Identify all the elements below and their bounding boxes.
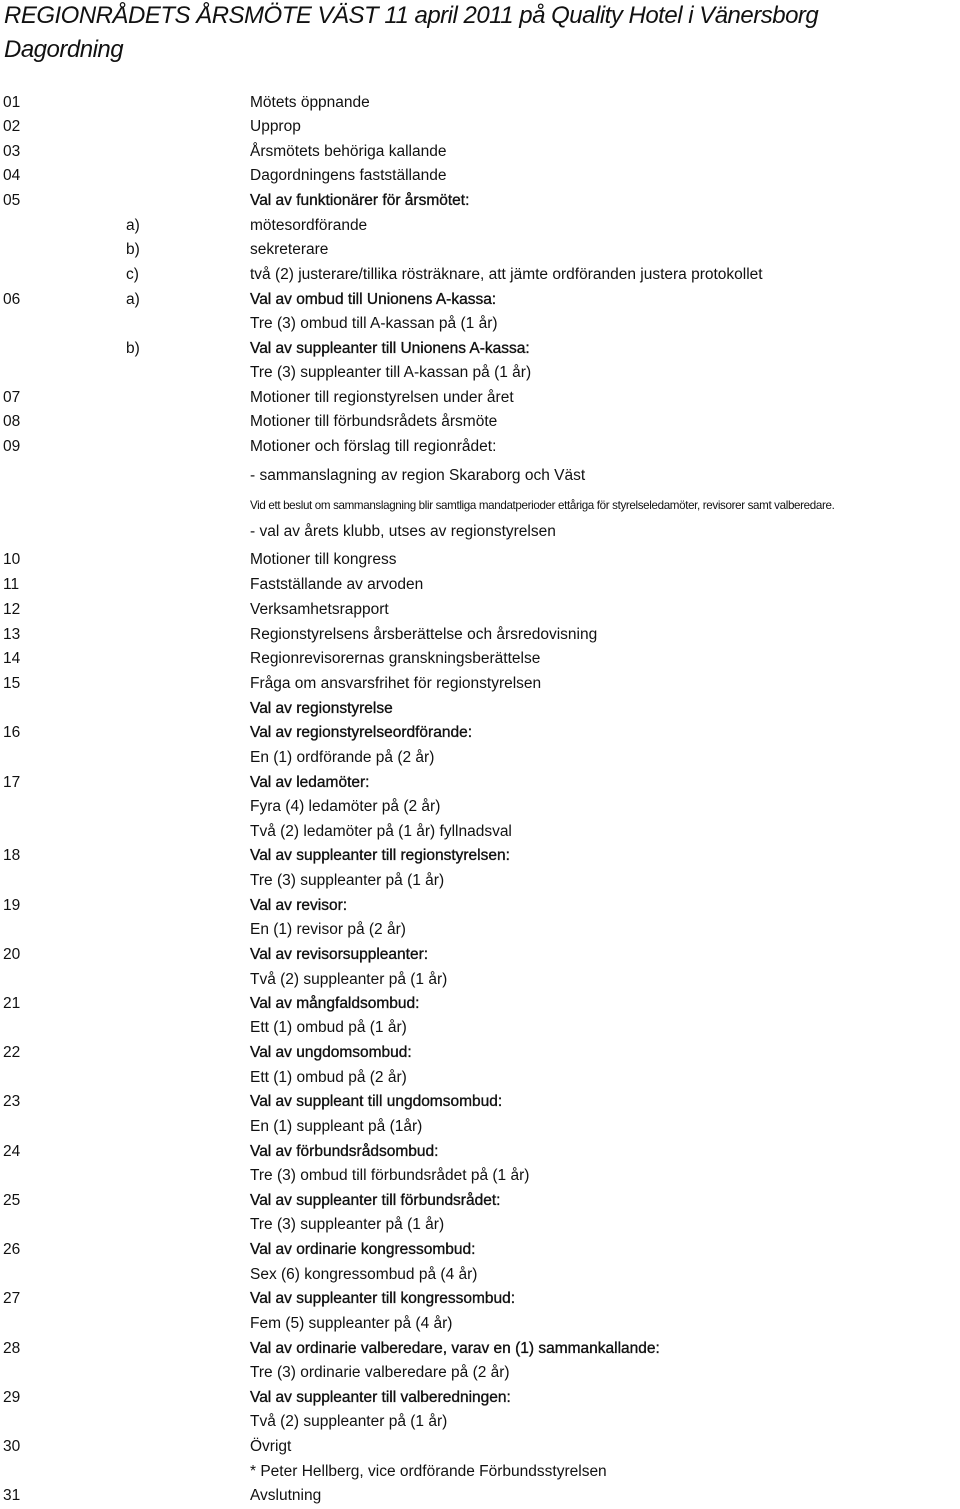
agenda-row bbox=[0, 821, 960, 843]
agenda-item-text: Sex (6) kongressombud på (4 år) bbox=[250, 1266, 478, 1283]
agenda-item-text: Motioner och förslag till regionrådet: bbox=[250, 438, 497, 455]
agenda-row bbox=[0, 1387, 960, 1409]
agenda-item-text: Motioner till förbundsrådets årsmöte bbox=[250, 413, 498, 430]
agenda-row bbox=[0, 1042, 960, 1064]
agenda-row bbox=[0, 698, 960, 720]
agenda-row bbox=[0, 141, 960, 163]
agenda-item-text: Ett (1) ombud på (2 år) bbox=[250, 1069, 407, 1086]
agenda-item-text: Val av ordinarie valberedare, varav en (1) sammankallande: bbox=[250, 1340, 660, 1357]
agenda-item-text: Regionrevisorernas granskningsberättelse bbox=[250, 650, 541, 667]
agenda-item-number: 27 bbox=[3, 1290, 21, 1307]
agenda-item-number: 30 bbox=[3, 1438, 21, 1455]
agenda-item-number: 06 bbox=[3, 291, 21, 308]
agenda-item-number: 08 bbox=[3, 413, 21, 430]
agenda-row bbox=[0, 673, 960, 695]
agenda-row bbox=[0, 165, 960, 187]
agenda-item-text: Avslutning bbox=[250, 1487, 322, 1504]
agenda-sub-label: a) bbox=[126, 217, 140, 234]
agenda-row bbox=[0, 993, 960, 1015]
agenda-row bbox=[0, 264, 960, 286]
agenda-item-number: 29 bbox=[3, 1389, 21, 1406]
agenda-item-text: två (2) justerare/tillika rösträknare, att jämte ordföranden justera protokollet bbox=[250, 266, 763, 283]
agenda-row bbox=[0, 1264, 960, 1286]
agenda-row bbox=[0, 313, 960, 335]
agenda-item-text: Motioner till regionstyrelsen under året bbox=[250, 389, 514, 406]
agenda-item-number: 19 bbox=[3, 897, 21, 914]
agenda-row bbox=[0, 1017, 960, 1039]
agenda-item-number: 28 bbox=[3, 1340, 21, 1357]
agenda-row bbox=[0, 845, 960, 867]
agenda-item-number: 01 bbox=[3, 94, 21, 111]
agenda-item-text: En (1) suppleant på (1år) bbox=[250, 1118, 423, 1135]
agenda-row bbox=[0, 648, 960, 670]
agenda-item-text: Tre (3) suppleanter på (1 år) bbox=[250, 1216, 445, 1233]
agenda-row bbox=[0, 747, 960, 769]
agenda-row bbox=[0, 1338, 960, 1360]
agenda-item-text: Mötets öppnande bbox=[250, 94, 370, 111]
agenda-item-number: 13 bbox=[3, 626, 21, 643]
document-title: REGIONRÅDETS ÅRSMÖTE VÄST 11 april 2011 på Quality Hotel i Vänersborg bbox=[4, 2, 819, 29]
agenda-item-text: Val av ungdomsombud: bbox=[250, 1044, 412, 1061]
agenda-row bbox=[0, 574, 960, 596]
agenda-item-number: 23 bbox=[3, 1093, 21, 1110]
agenda-row bbox=[0, 1411, 960, 1433]
agenda-row bbox=[0, 362, 960, 384]
agenda-item-text: Val av regionstyrelse bbox=[250, 700, 393, 717]
agenda-item-number: 21 bbox=[3, 995, 21, 1012]
agenda-item-text: En (1) revisor på (2 år) bbox=[250, 921, 406, 938]
agenda-item-text: Val av suppleanter till regionstyrelsen: bbox=[250, 847, 510, 864]
agenda-item-text: Motioner till kongress bbox=[250, 551, 397, 568]
agenda-row bbox=[0, 624, 960, 646]
agenda-item-text: Upprop bbox=[250, 118, 301, 135]
agenda-row bbox=[0, 465, 960, 487]
agenda-item-text: En (1) ordförande på (2 år) bbox=[250, 749, 435, 766]
agenda-item-text: mötesordförande bbox=[250, 217, 368, 234]
agenda-item-number: 17 bbox=[3, 774, 21, 791]
agenda-item-text: Val av revisorsuppleanter: bbox=[250, 946, 429, 963]
agenda-item-number: 07 bbox=[3, 389, 21, 406]
agenda-row bbox=[0, 895, 960, 917]
agenda-item-text: Val av suppleanter till Unionens A-kassa: bbox=[250, 340, 530, 357]
agenda-row bbox=[0, 796, 960, 818]
agenda-item-text: Dagordningens fastställande bbox=[250, 167, 447, 184]
agenda-item-number: 26 bbox=[3, 1241, 21, 1258]
agenda-item-text: Verksamhetsrapport bbox=[250, 601, 389, 618]
agenda-item-text: Val av mångfaldsombud: bbox=[250, 995, 420, 1012]
agenda-row bbox=[0, 116, 960, 138]
agenda-item-text: - sammanslagning av region Skaraborg och Väst bbox=[250, 467, 586, 484]
agenda-item-text: Val av suppleanter till kongressombud: bbox=[250, 1290, 516, 1307]
agenda-row bbox=[0, 1288, 960, 1310]
agenda-sub-label: c) bbox=[126, 266, 139, 283]
agenda-item-text: - val av årets klubb, utses av regionstyrelsen bbox=[250, 523, 556, 540]
agenda-item-number: 02 bbox=[3, 118, 21, 135]
agenda-item-text: Val av suppleant till ungdomsombud: bbox=[250, 1093, 503, 1110]
agenda-item-number: 22 bbox=[3, 1044, 21, 1061]
agenda-row bbox=[0, 338, 960, 360]
agenda-item-text: Val av förbundsrådsombud: bbox=[250, 1143, 439, 1160]
agenda-row bbox=[0, 1067, 960, 1089]
agenda-item-text: Fyra (4) ledamöter på (2 år) bbox=[250, 798, 441, 815]
agenda-row bbox=[0, 495, 960, 517]
agenda-row bbox=[0, 190, 960, 212]
agenda-item-text: Tre (3) suppleanter till A-kassan på (1 år) bbox=[250, 364, 532, 381]
agenda-item-number: 15 bbox=[3, 675, 21, 692]
agenda-row bbox=[0, 387, 960, 409]
agenda-item-number: 20 bbox=[3, 946, 21, 963]
agenda-item-number: 25 bbox=[3, 1192, 21, 1209]
agenda-item-number: 11 bbox=[3, 576, 20, 593]
agenda-item-number: 04 bbox=[3, 167, 21, 184]
agenda-row bbox=[0, 1091, 960, 1113]
agenda-item-number: 09 bbox=[3, 438, 21, 455]
agenda-item-text: Två (2) suppleanter på (1 år) bbox=[250, 971, 448, 988]
agenda-item-text: Tre (3) suppleanter på (1 år) bbox=[250, 872, 445, 889]
agenda-row bbox=[0, 1214, 960, 1236]
agenda-row bbox=[0, 411, 960, 433]
agenda-row bbox=[0, 1436, 960, 1458]
agenda-item-text: Fastställande av arvoden bbox=[250, 576, 424, 593]
agenda-row bbox=[0, 944, 960, 966]
agenda-row bbox=[0, 1141, 960, 1163]
agenda-item-number: 10 bbox=[3, 551, 21, 568]
agenda-row bbox=[0, 722, 960, 744]
agenda-item-number: 14 bbox=[3, 650, 21, 667]
agenda-row bbox=[0, 1165, 960, 1187]
agenda-row bbox=[0, 521, 960, 543]
agenda-row bbox=[0, 436, 960, 458]
agenda-row bbox=[0, 1190, 960, 1212]
agenda-row bbox=[0, 215, 960, 237]
agenda-row bbox=[0, 289, 960, 311]
agenda-row bbox=[0, 239, 960, 261]
agenda-row bbox=[0, 969, 960, 991]
agenda-item-text: Ett (1) ombud på (1 år) bbox=[250, 1019, 407, 1036]
agenda-item-number: 18 bbox=[3, 847, 21, 864]
agenda-row bbox=[0, 772, 960, 794]
agenda-item-number: 24 bbox=[3, 1143, 21, 1160]
agenda-item-text: Fråga om ansvarsfrihet för regionstyrelsen bbox=[250, 675, 542, 692]
agenda-row bbox=[0, 919, 960, 941]
agenda-item-text: Val av revisor: bbox=[250, 897, 348, 914]
agenda-row bbox=[0, 1485, 960, 1507]
agenda-row bbox=[0, 1362, 960, 1384]
agenda-item-text: Val av regionstyrelseordförande: bbox=[250, 724, 473, 741]
agenda-row bbox=[0, 549, 960, 571]
agenda-item-text: sekreterare bbox=[250, 241, 329, 258]
agenda-row bbox=[0, 1313, 960, 1335]
agenda-item-number: 05 bbox=[3, 192, 21, 209]
agenda-item-text: Regionstyrelsens årsberättelse och årsredovisning bbox=[250, 626, 598, 643]
agenda-item-text: Två (2) suppleanter på (1 år) bbox=[250, 1413, 448, 1430]
agenda-item-text: Tre (3) ordinarie valberedare på (2 år) bbox=[250, 1364, 510, 1381]
agenda-item-number: 31 bbox=[3, 1487, 21, 1504]
agenda-row bbox=[0, 92, 960, 114]
agenda-sub-label: b) bbox=[126, 241, 140, 258]
agenda-row bbox=[0, 1461, 960, 1483]
agenda-item-text: Övrigt bbox=[250, 1438, 292, 1455]
agenda-item-text: Tre (3) ombud till A-kassan på (1 år) bbox=[250, 315, 498, 332]
agenda-item-number: 16 bbox=[3, 724, 21, 741]
agenda-item-text: Tre (3) ombud till förbundsrådet på (1 år) bbox=[250, 1167, 530, 1184]
agenda-item-text: Val av ordinarie kongressombud: bbox=[250, 1241, 476, 1258]
agenda-item-text: Två (2) ledamöter på (1 år) fyllnadsval bbox=[250, 823, 512, 840]
agenda-item-text: Val av funktionärer för årsmötet: bbox=[250, 192, 470, 209]
agenda-item-text: Fem (5) suppleanter på (4 år) bbox=[250, 1315, 453, 1332]
agenda-item-text: Val av suppleanter till förbundsrådet: bbox=[250, 1192, 501, 1209]
agenda-item-text: Årsmötets behöriga kallande bbox=[250, 143, 447, 160]
agenda-item-number: 12 bbox=[3, 601, 21, 618]
agenda-row bbox=[0, 599, 960, 621]
document-subtitle: Dagordning bbox=[4, 36, 124, 63]
agenda-row bbox=[0, 870, 960, 892]
agenda-row bbox=[0, 1116, 960, 1138]
agenda-item-text: Val av ombud till Unionens A-kassa: bbox=[250, 291, 497, 308]
agenda-row bbox=[0, 1239, 960, 1261]
agenda-sub-label: a) bbox=[126, 291, 140, 308]
agenda-sub-label: b) bbox=[126, 340, 140, 357]
agenda-item-text: Vid ett beslut om sammanslagning blir samtliga mandatperioder ettåriga för styrelseledamöter, revisorer samt valberedare. bbox=[250, 499, 835, 512]
agenda-item-text: Val av suppleanter till valberedningen: bbox=[250, 1389, 511, 1406]
agenda-item-text: Val av ledamöter: bbox=[250, 774, 370, 791]
agenda-item-number: 03 bbox=[3, 143, 21, 160]
agenda-item-text: * Peter Hellberg, vice ordförande Förbundsstyrelsen bbox=[250, 1463, 607, 1480]
